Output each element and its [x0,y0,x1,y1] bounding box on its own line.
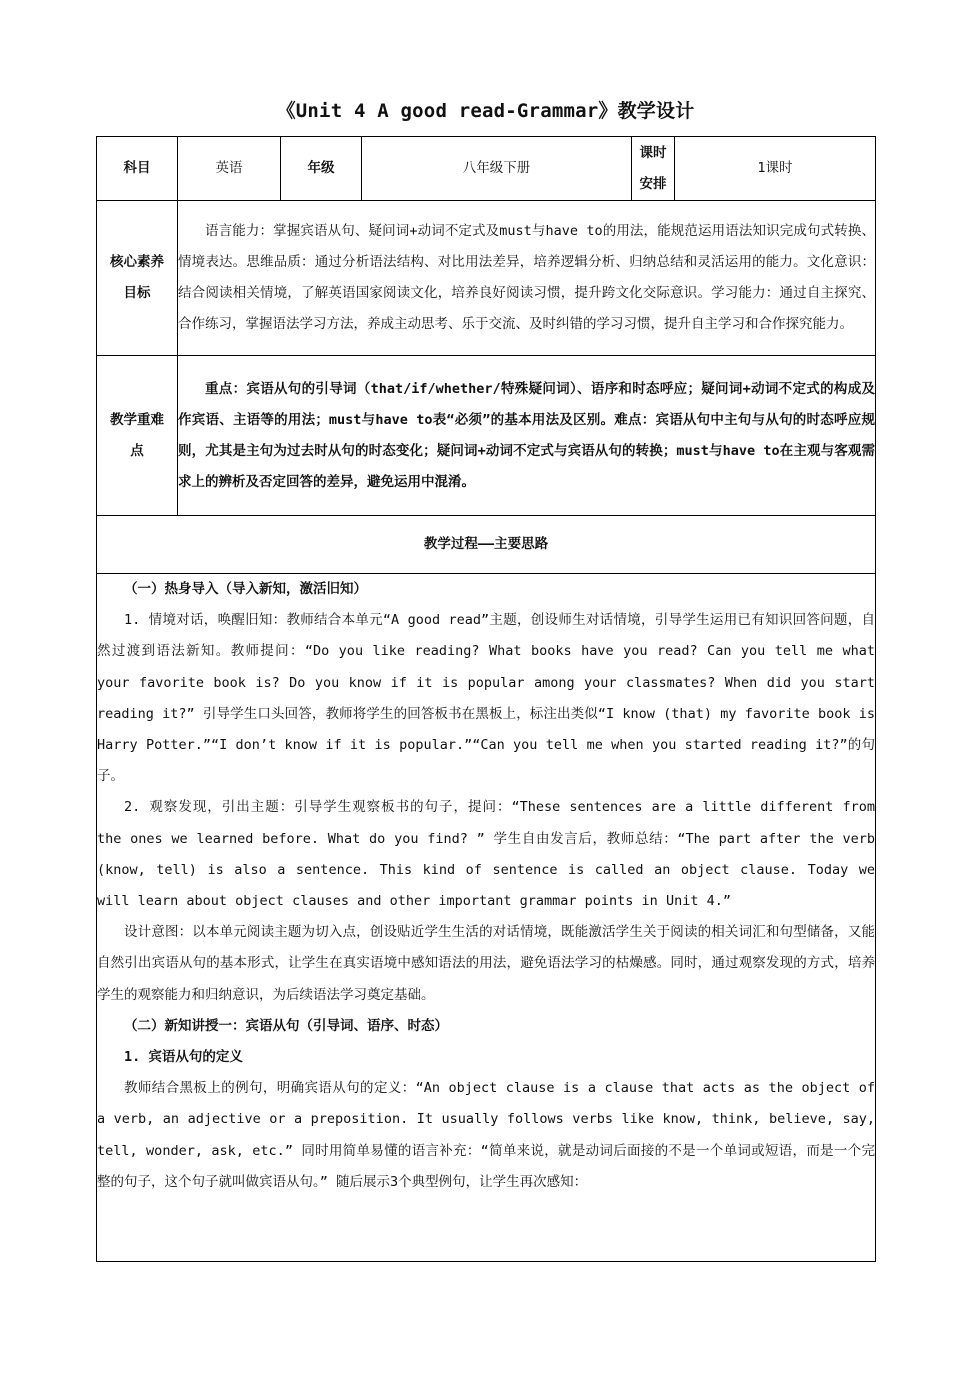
process-heading: 教学过程——主要思路 [97,516,876,574]
core-label-line-1: 核心素养 [110,254,164,270]
core-competency-row [97,201,876,356]
grade-value: 八年级下册 [362,137,632,201]
grade-label: 年级 [281,137,362,201]
key-points-text: 重点：宾语从句的引导词（that/if/whether/特殊疑问词）、语序和时态呼应；疑问词+动词不定式的构成及作宾语、主语等的用法；must与have to表“必须”的基本用法及区别。难点：宾语从句中主句与从句的时态呼应规则，尤其是主句为过去时从句的时态变化；疑问词+动词不定式与宾语从句的转换；must与have to在主观与客观需求上的辨析及否定回答的差异，避免运用中混淆。 [178,356,876,516]
period-value: 1课时 [675,137,876,201]
process-body [97,574,876,1262]
core-label-line-2: 目标 [123,285,151,301]
period-label-line-2: 安排 [639,175,667,192]
period-label [632,137,675,201]
subject-value: 英语 [178,137,281,201]
section-2-paragraph-1: 教师结合黑板上的例句，明确宾语从句的定义：“An object clause is a clause that acts as the object of a verb, an adjective or a preposition. It usually follows verbs like know, think, believe, say, tell, wonder, ask, etc.” 同时用简单易懂的语言补充：“简单来说，就是动词后面接的不是一个单词或短语，而是一个完整的句子，这个句子就叫做宾语从句。” 随后展示3个典型例句，让学生再次感知： [97,1080,875,1190]
section-2-title: （二）新知讲授一：宾语从句（引导词、语序、时态） [124,1017,448,1034]
period-label-line-1: 课时 [639,144,667,161]
process-heading-row [97,516,876,574]
section-1-title: （一）热身导入（导入新知，激活旧知） [124,581,367,597]
core-competency-label [97,201,178,356]
core-competency-text: 语言能力：掌握宾语从句、疑问词+动词不定式及must与have to的用法，能规范运用语法知识完成句式转换、情境表达。思维品质：通过分析语法结构、对比用法差异，培养逻辑分析、归纳总结和灵活运用的能力。文化意识：结合阅读相关情境，了解英语国家阅读文化，培养良好阅读习惯，提升跨文化交际意识。学习能力：通过自主探究、合作练习，掌握语法学习方法，养成主动思考、乐于交流、及时纠错的学习习惯，提升自主学习和合作探究能力。 [178,201,876,356]
subject-label: 科目 [97,137,178,201]
section-1-design-intent: 设计意图：以本单元阅读主题为切入点，创设贴近学生生活的对话情境，既能激活学生关于阅读的相关词汇和句型储备，又能自然引出宾语从句的基本形式，让学生在真实语境中感知语法的用法，避免语法学习的枯燥感。同时，通过观察发现的方式，培养学生的观察能力和归纳意识，为后续语法学习奠定基础。 [97,924,875,1003]
section-1-paragraph-1: 1. 情境对话，唤醒旧知：教师结合本单元“A good read”主题，创设师生对话情境，引导学生运用已有知识回答问题，自然过渡到语法新知。教师提问：“Do you like reading? What books have you read? Can you tell me what your favorite book is? Do you know if it is popular among your classmates? When did you start reading it?” 引导学生口头回答，教师将学生的回答板书在黑板上，标注出类似“I know (that) my favorite book is Harry Potter.”“I don’t know if it is popular.”“Can you tell me when you started reading it?”的句子。 [97,612,875,785]
key-points-label [97,356,178,516]
process-body-row [97,574,876,1262]
key-label-line-1: 教学重难 [110,411,164,428]
document-title: 《Unit 4 A good read-Grammar》教学设计 [276,100,695,122]
key-points-row [97,356,876,516]
section-2-subtitle: 1. 宾语从句的定义 [124,1049,243,1066]
section-1-paragraph-2: 2. 观察发现，引出主题：引导学生观察板书的句子，提问：“These sentences are a little different from the ones we learned before. What do you find? ” 学生自由发言后，教师总结：“The part after the verb (know, tell) is also a sentence. This kind of sentence is called an object clause. Today we will learn about object clauses and other important grammar points in Unit 4.” [97,799,875,910]
info-row [97,137,876,201]
lesson-plan-table [96,136,876,1262]
key-label-line-2: 点 [130,442,144,459]
